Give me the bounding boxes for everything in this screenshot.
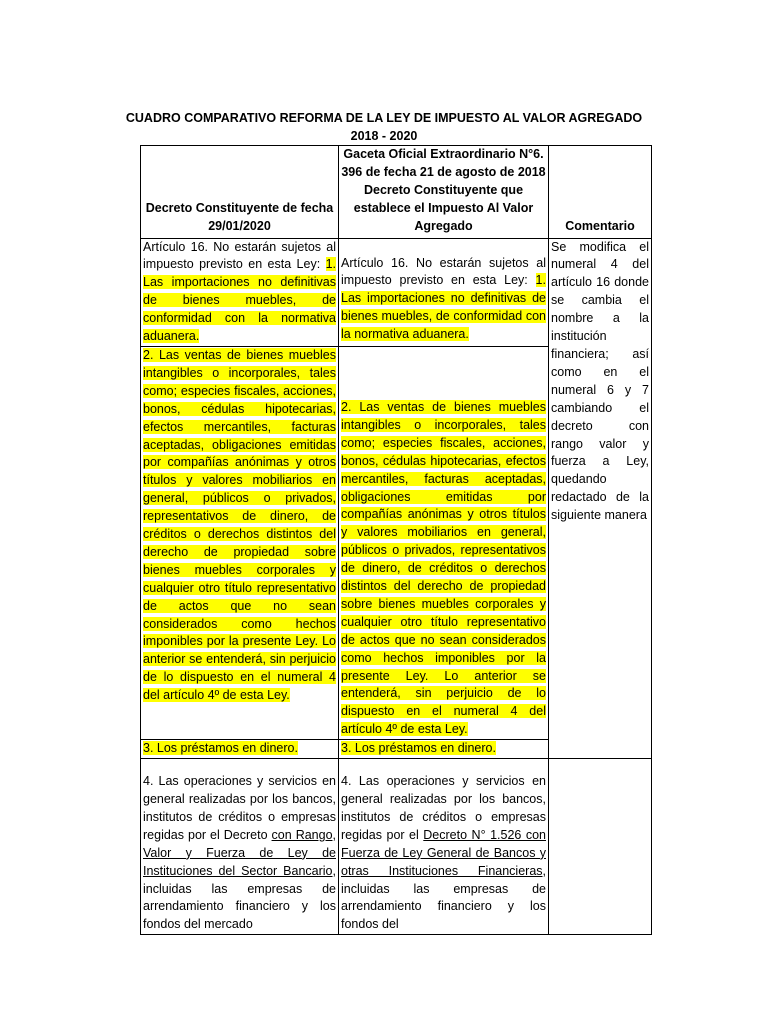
- table-row: [141, 759, 652, 935]
- row4-col2-underlined-text: Decreto N° 1.526 con Fuerza de Ley General de Bancos y otras Instituciones Financieras,: [341, 827, 546, 878]
- row2-col1-highlighted-text: 2. Las ventas de bienes muebles intangibles o incorporales, tales como; especies fiscales, acciones, bonos, cédulas hipotecarias, efectos mercantiles, facturas aceptadas, obligaciones emitidas por compañías anónimas y otros títulos y valores mobiliarios en general, públicos o privados, representativos de dinero, de créditos o derechos distintos del derecho de propiedad sobre bienes muebles corporales y cualquier otro título representativo de actos que no sean considerados como hechos imponibles por la presente Ley. Lo anterior se entenderá, sin perjuicio de lo dispuesto en el numeral 4 del artículo 4º de esta Ley.: [143, 347, 336, 703]
- row1-col2-cell: [339, 238, 549, 346]
- row1-col1-highlighted-text: 1. Las importaciones no definitivas de bienes muebles, de conformidad con la normativa aduanera.: [143, 257, 336, 344]
- row4-comment-cell-empty: [549, 759, 652, 935]
- row1-col2-article-heading: Artículo 16. No estarán sujetos al impuesto previsto en esta Ley:: [341, 255, 546, 288]
- row2-col2-cell: [339, 346, 549, 739]
- row4-col1-text-a: 4. Las operaciones y servicios en general realizadas por los bancos, institutos de créditos o empresas regidas por el Decreto: [143, 774, 336, 842]
- header-decreto-2020: Decreto Constituyente de fecha 29/01/2020: [141, 146, 339, 239]
- row3-col2-cell: [339, 740, 549, 759]
- row3-col2-highlighted-text: 3. Los préstamos en dinero.: [341, 741, 496, 756]
- row3-col1-highlighted-text: 3. Los préstamos en dinero.: [143, 741, 298, 756]
- row1-col1-cell: [141, 238, 339, 346]
- row4-col1-cell: [141, 759, 339, 935]
- document-title: CUADRO COMPARATIVO REFORMA DE LA LEY DE IMPUESTO AL VALOR AGREGADO: [125, 111, 643, 125]
- document-subtitle-years: 2018 - 2020: [350, 129, 418, 143]
- row4-col1-text-b: , incluidas las empresas de arrendamiento financiero y los fondos del mercado: [143, 863, 336, 932]
- comment-cell: [549, 238, 652, 759]
- comment-text: Se modifica el numeral 4 del artículo 16 donde se cambia el nombre a la institución financiera; así como en el numeral 6 y 7 cambiando el decreto con rango valor y fuerza a Ley, quedando redactado de la siguiente manera: [551, 239, 649, 523]
- comparison-table: [140, 145, 652, 935]
- row4-col2-text-b: incluidas las empresas de arrendamiento financiero y los fondos del: [341, 881, 546, 932]
- row1-col1-article-heading: Artículo 16. No estarán sujetos al impuesto previsto en esta Ley:: [143, 239, 336, 272]
- row4-col2-text-a: 4. Las operaciones y servicios en general realizadas por los bancos, institutos de créditos o empresas regidas por el: [341, 774, 546, 842]
- row1-col2-highlighted-text: 1. Las importaciones no definitivas de bienes muebles, de conformidad con la normativa aduanera.: [341, 273, 546, 342]
- row4-col2-cell: [339, 759, 549, 935]
- header-gaceta-2018: Gaceta Oficial Extraordinario N°6. 396 de fecha 21 de agosto de 2018 Decreto Constituyente que establece el Impuesto Al Valor Agregado: [339, 146, 549, 239]
- row2-col1-cell: [141, 346, 339, 739]
- table-row: [141, 238, 652, 346]
- row3-col1-cell: [141, 740, 339, 759]
- row4-col1-underlined-text: con Rango, Valor y Fuerza de Ley de Instituciones del Sector Bancario: [143, 827, 337, 878]
- table-header-row: [141, 146, 652, 239]
- header-comentario: Comentario: [549, 146, 652, 239]
- row2-col2-highlighted-text: 2. Las ventas de bienes muebles intangibles o incorporales, tales como; especies fiscales, acciones, bonos, cédulas hipotecarias, efectos mercantiles, facturas aceptadas, obligaciones emitidas por compañías anónimas y otros títulos y valores mobiliarios en general, públicos o privados, representativos de dinero, de créditos o derechos distintos del derecho de propiedad sobre bienes muebles corporales y cualquier otro título representativo de actos que no sean considerados como hechos imponibles por la presente Ley. Lo anterior se entenderá, sin perjuicio de lo dispuesto en el numeral 4 del artículo 4º de esta Ley.: [341, 399, 546, 737]
